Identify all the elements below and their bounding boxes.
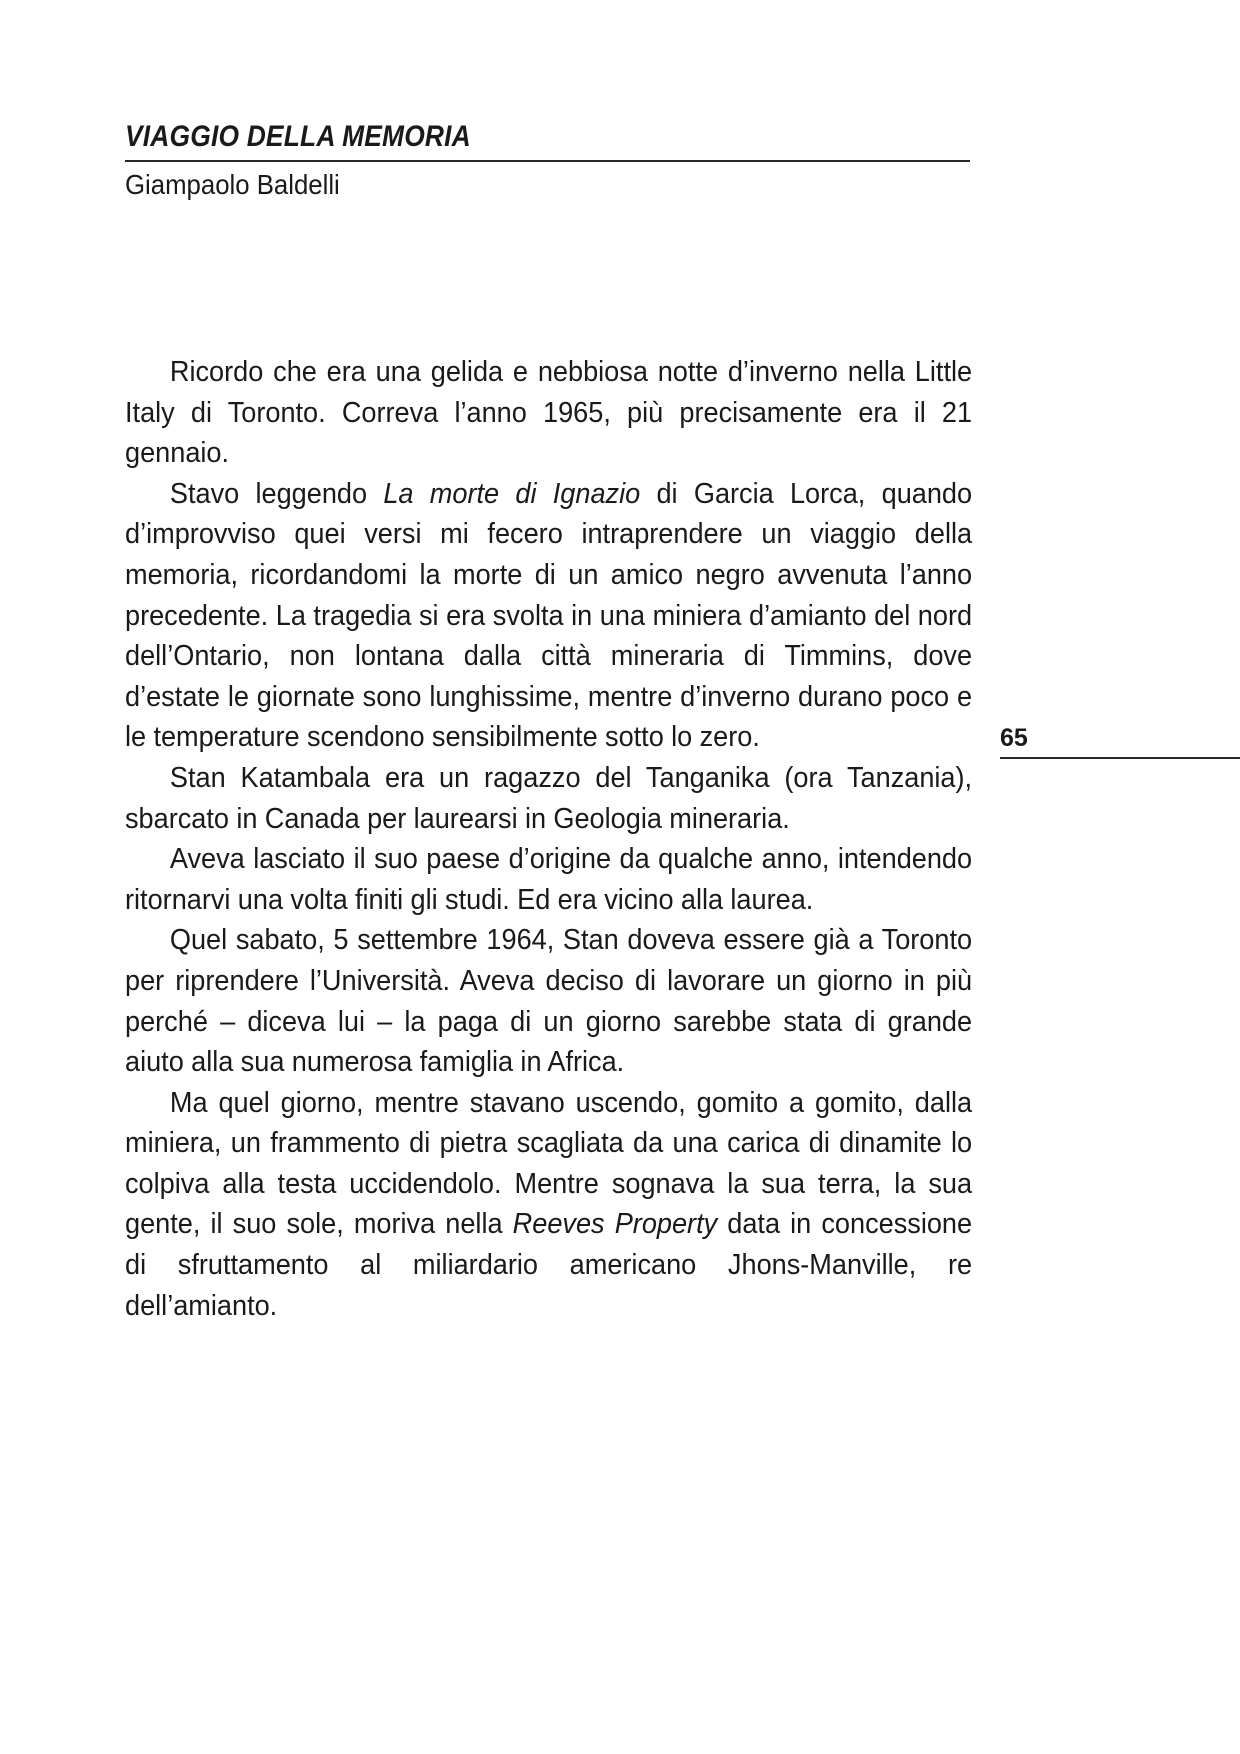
folio-block [1000, 726, 1240, 759]
page-number: 65 [1000, 724, 1028, 752]
body-paragraph: Ma quel giorno, mentre stavano uscendo, gomito a gomito, dalla miniera, un frammento di pietra scagliata da una carica di dinamite lo colpiva alla testa uccidendolo. Mentre sognava la sua terra, la sua gente, il suo sole, moriva nella Reeves Property data in concessione di sfruttamento al miliardario americano Jhons-Manville, re dell’amianto. [125, 1086, 973, 1322]
body-paragraph: Stan Katambala era un ragazzo del Tanganika (ora Tanzania), sbarcato in Canada per laurearsi in Geologia mineraria. [125, 761, 973, 835]
folio-divider [1000, 757, 1240, 759]
chapter-header [125, 122, 970, 201]
author-byline: Giampaolo Baldelli [125, 168, 340, 200]
italic-run: Reeves Property [512, 1208, 718, 1241]
body-paragraph: Ricordo che era una gelida e nebbiosa notte d’inverno nella Little Italy di Toronto. Correva l’anno 1965, più precisamente era il 21 gennaio. [125, 356, 973, 470]
body-paragraph: Aveva lasciato il suo paese d’origine da qualche anno, intendendo ritornarvi una volta finiti gli studi. Ed era vicino alla laurea. [125, 843, 973, 916]
body-paragraph: Quel sabato, 5 settembre 1964, Stan doveva essere già a Toronto per riprendere l’Università. Aveva deciso di lavorare un giorno in più perché – diceva lui – la paga di un giorno sarebbe stata di grande aiuto alla sua numerosa famiglia in Africa. [125, 924, 973, 1079]
body-paragraph: Stavo leggendo La morte di Ignazio di Garcia Lorca, quando d’improvviso quei versi mi fecero intraprendere un viaggio della memoria, ricordandomi la morte di un amico negro avvenuta l’anno precedente. La tragedia si era svolta in una miniera d’amianto del nord dell’Ontario, non lontana dalla città mineraria di Timmins, dove d’estate le giornate sono lunghissime, mentre d’inverno durano poco e le temperature scendono sensibilmente sotto lo zero. [125, 477, 973, 754]
body-text-column [125, 352, 972, 1326]
italic-run: La morte di Ignazio [383, 477, 641, 510]
page-title: VIAGGIO DELLA MEMORIA [125, 120, 471, 153]
title-divider [125, 160, 970, 162]
